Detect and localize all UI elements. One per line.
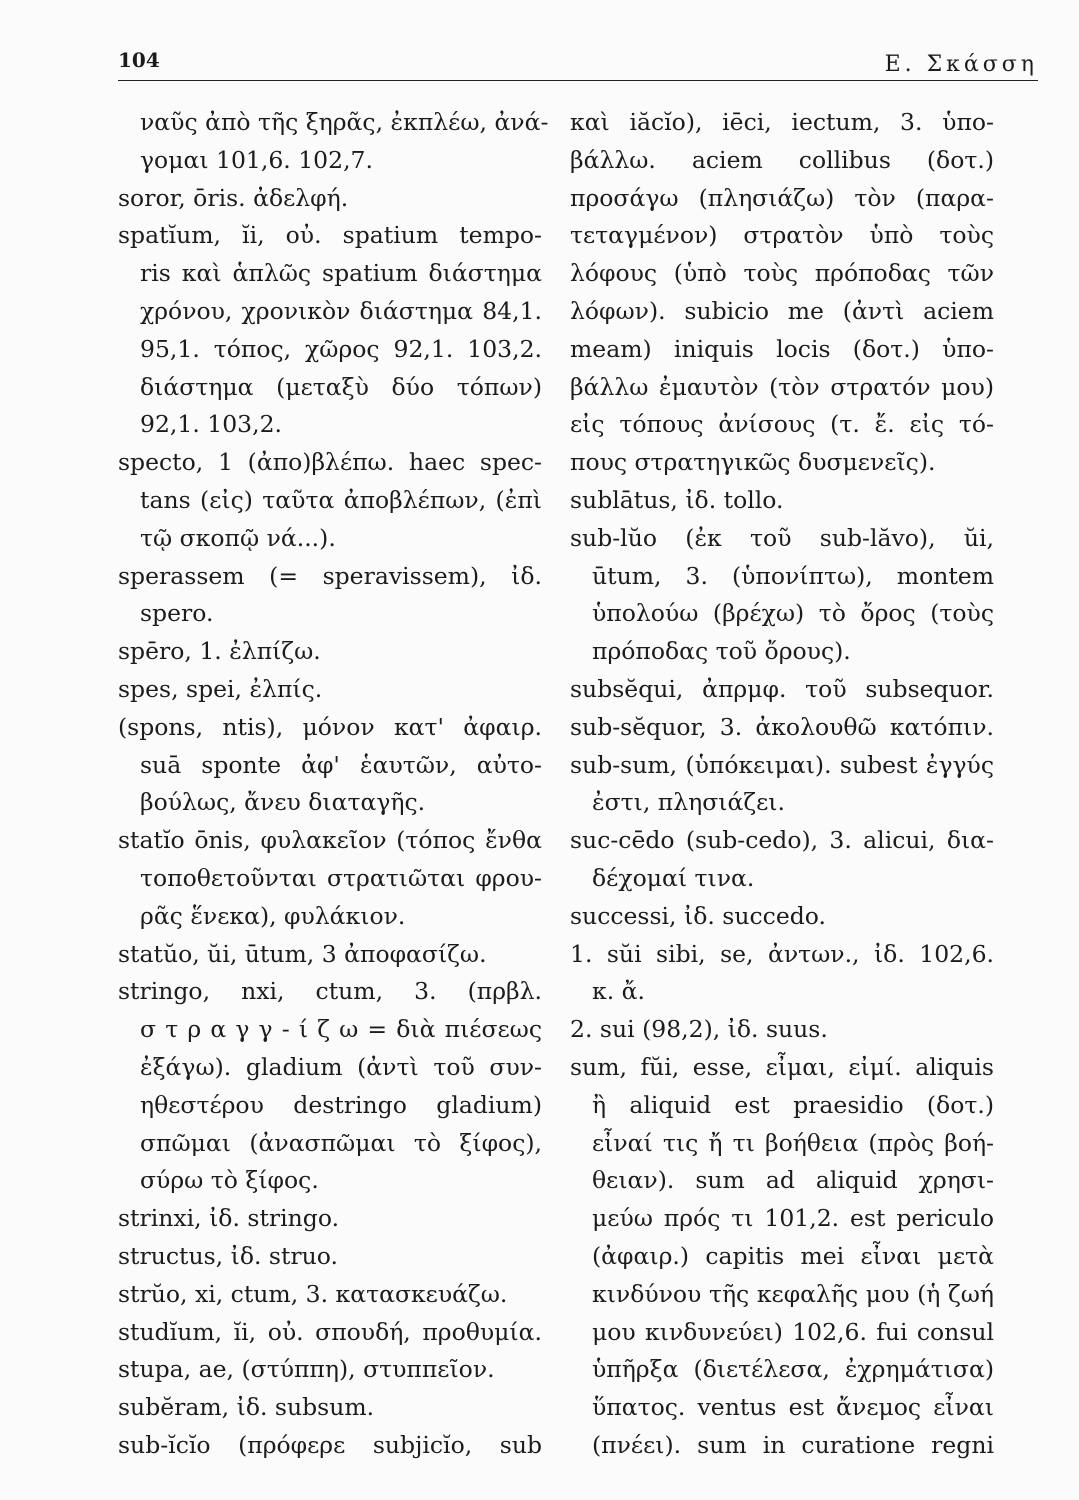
- dictionary-line: spero.: [140, 599, 214, 628]
- dictionary-line: spes, spei, ἐλπίς.: [118, 674, 323, 703]
- dictionary-line: μεύω πρός τι 101,2. est periculo: [592, 1204, 994, 1233]
- dictionary-line: sub-ĭcĭo (πρόφερε subjicĭo, sub: [118, 1430, 542, 1459]
- dictionary-line: strinxi, ἰδ. stringo.: [118, 1204, 340, 1233]
- dictionary-line: spēro, 1. ἐλπίζω.: [118, 637, 321, 666]
- dictionary-line: sub-lŭo (ἐκ τοῦ sub-lăvo), ŭi,: [570, 523, 994, 552]
- running-head: Ε. Σκάσση: [884, 52, 1038, 77]
- dictionary-line: (πνέει). sum in curatione regni: [592, 1430, 994, 1459]
- dictionary-line: εἶναί τις ἤ τι βοήθεια (πρὸς βοή-: [592, 1128, 994, 1157]
- dictionary-line: ναῦς ἀπὸ τῆς ξηρᾶς, ἐκπλέω, ἀνά-: [140, 108, 549, 136]
- dictionary-line: σπῶμαι (ἀνασπῶμαι τὸ ξίφος),: [140, 1128, 542, 1157]
- dictionary-line: stringo, nxi, ctum, 3. (πρβλ.: [118, 977, 542, 1006]
- dictionary-line: τεταγμένον) στρατὸν ὑπὸ τοὺς: [570, 221, 994, 250]
- dictionary-line: ὑπῆρξα (διετέλεσα, ἐχρημάτισα): [592, 1355, 994, 1384]
- dictionary-line: ὕπατος. ventus est ἄνεμος εἶναι: [592, 1393, 994, 1422]
- dictionary-line: subĕram, ἰδ. subsum.: [118, 1393, 375, 1422]
- dictionary-line: (spons, ntis), μόνον κατ' ἀφαιρ.: [118, 712, 542, 741]
- dictionary-line: βούλως, ἄνευ διαταγῆς.: [140, 788, 426, 817]
- dictionary-line: καὶ iăcĭo), iēci, iectum, 3. ὑπο-: [570, 108, 994, 136]
- dictionary-line: δέχομαί τινα.: [592, 863, 755, 892]
- dictionary-line: προσάγω (πλησιάζω) τὸν (παρα-: [570, 183, 994, 212]
- dictionary-line: suā sponte ἀφ' ἑαυτῶν, αὐτο-: [140, 750, 542, 779]
- dictionary-line: ἐξάγω). gladium (ἀντὶ τοῦ συν-: [140, 1052, 542, 1081]
- page-number: 104: [118, 48, 160, 72]
- dictionary-line: 92,1. 103,2.: [140, 410, 283, 439]
- dictionary-line: εἰς τόπους ἀνίσους (τ. ἔ. εἰς τό-: [570, 410, 994, 439]
- dictionary-line: κ. ἄ.: [592, 977, 645, 1006]
- dictionary-line: spatĭum, ĭi, οὐ. spatium tempo-: [118, 221, 542, 250]
- dictionary-line: τῷ σκοπῷ νά...).: [140, 523, 336, 552]
- dictionary-line: (ἀφαιρ.) capitis mei εἶναι μετὰ: [592, 1241, 994, 1270]
- dictionary-line: successi, ἰδ. succedo.: [570, 901, 826, 930]
- dictionary-line: suc-cēdo (sub-cedo), 3. alicui, δια-: [570, 826, 994, 855]
- page-header: [118, 42, 1038, 82]
- dictionary-line: structus, ἰδ. struo.: [118, 1241, 338, 1270]
- dictionary-line: ρᾶς ἕνεκα), φυλάκιον.: [140, 901, 406, 930]
- dictionary-line: studĭum, ĭi, οὐ. σπουδή, προθυμία.: [118, 1317, 542, 1346]
- dictionary-line: χρόνου, χρονικὸν διάστημα 84,1.: [140, 296, 542, 325]
- dictionary-line: κινδύνου τῆς κεφαλῆς μου (ἡ ζωή: [592, 1279, 994, 1308]
- header-rule: [118, 80, 1038, 81]
- dictionary-line: subsĕqui, ἀπρμφ. τοῦ subsequor.: [570, 674, 994, 703]
- dictionary-line: ris καὶ ἁπλῶς spatium διάστημα: [140, 259, 542, 288]
- dictionary-line: stupa, ae, (στύππη), στυππεῖον.: [118, 1355, 495, 1384]
- dictionary-line: ηθεστέρου destringo gladium): [140, 1090, 542, 1119]
- left-column: [118, 104, 549, 1465]
- dictionary-line: διάστημα (μεταξὺ δύο τόπων): [140, 372, 542, 401]
- dictionary-line: ūtum, 3. (ὑπονίπτω), montem: [592, 561, 994, 590]
- dictionary-line: soror, ōris. ἀδελφή.: [118, 183, 349, 212]
- dictionary-line: tans (εἰς) ταῦτα ἀποβλέπων, (ἐπὶ: [140, 485, 542, 514]
- dictionary-line: μου κινδυνεύει) 102,6. fui consul: [592, 1317, 994, 1346]
- dictionary-line: ὑπολούω (βρέχω) τὸ ὄρος (τοὺς: [592, 599, 994, 628]
- dictionary-line: 2. sui (98,2), ἰδ. suus.: [570, 1015, 828, 1044]
- dictionary-line: sublātus, ἰδ. tollo.: [570, 485, 784, 514]
- dictionary-line: ἢ aliquid est praesidio (δοτ.): [592, 1090, 994, 1119]
- dictionary-line: meam) iniquis locis (δοτ.) ὑπο-: [570, 334, 994, 363]
- dictionary-line: ἐστι, πλησιάζει.: [592, 788, 785, 817]
- dictionary-line: σύρω τὸ ξίφος.: [140, 1166, 319, 1195]
- dictionary-line: sum, fŭi, esse, εἶμαι, εἰμί. aliquis: [570, 1052, 994, 1081]
- dictionary-line: γομαι 101,6. 102,7.: [140, 145, 373, 174]
- dictionary-line: 95,1. τόπος, χῶρος 92,1. 103,2.: [140, 334, 542, 363]
- dictionary-line: πρόποδας τοῦ ὄρους).: [592, 637, 851, 666]
- dictionary-line: statŭo, ŭi, ūtum, 3 ἀποφασίζω.: [118, 939, 487, 968]
- dictionary-line: θειαν). sum ad aliquid χρησι-: [592, 1166, 994, 1195]
- dictionary-line: sperassem (= speravissem), ἰδ.: [118, 561, 542, 590]
- dictionary-line: sub-sĕquor, 3. ἀκολουθῶ κατόπιν.: [570, 712, 994, 741]
- dictionary-line: τοποθετοῦνται στρατιῶται φρου-: [140, 863, 542, 892]
- dictionary-line: sub-sum, (ὑπόκειμαι). subest ἐγγύς: [570, 750, 994, 779]
- dictionary-line: πους στρατηγικῶς δυσμενεῖς).: [570, 448, 936, 477]
- dictionary-line: βάλλω ἐμαυτὸν (τὸν στρατόν μου): [570, 372, 994, 401]
- dictionary-line: σ τ ρ α γ γ - ί ζ ω = διὰ πιέσεως: [140, 1015, 542, 1044]
- right-column: [570, 104, 994, 1465]
- dictionary-line: λόφους (ὑπὸ τοὺς πρόποδας τῶν: [570, 259, 994, 288]
- dictionary-line: strŭo, xi, ctum, 3. κατασκευάζω.: [118, 1279, 508, 1308]
- dictionary-line: βάλλω. aciem collibus (δοτ.): [570, 145, 994, 174]
- dictionary-line: 1. sŭi sibi, se, ἀντων., ἰδ. 102,6.: [570, 939, 994, 968]
- dictionary-line: statĭo ōnis, φυλακεῖον (τόπος ἔνθα: [118, 826, 542, 855]
- dictionary-line: specto, 1 (ἀπο)βλέπω. haec spec-: [118, 448, 542, 477]
- dictionary-line: λόφων). subicio me (ἀντὶ aciem: [570, 296, 994, 325]
